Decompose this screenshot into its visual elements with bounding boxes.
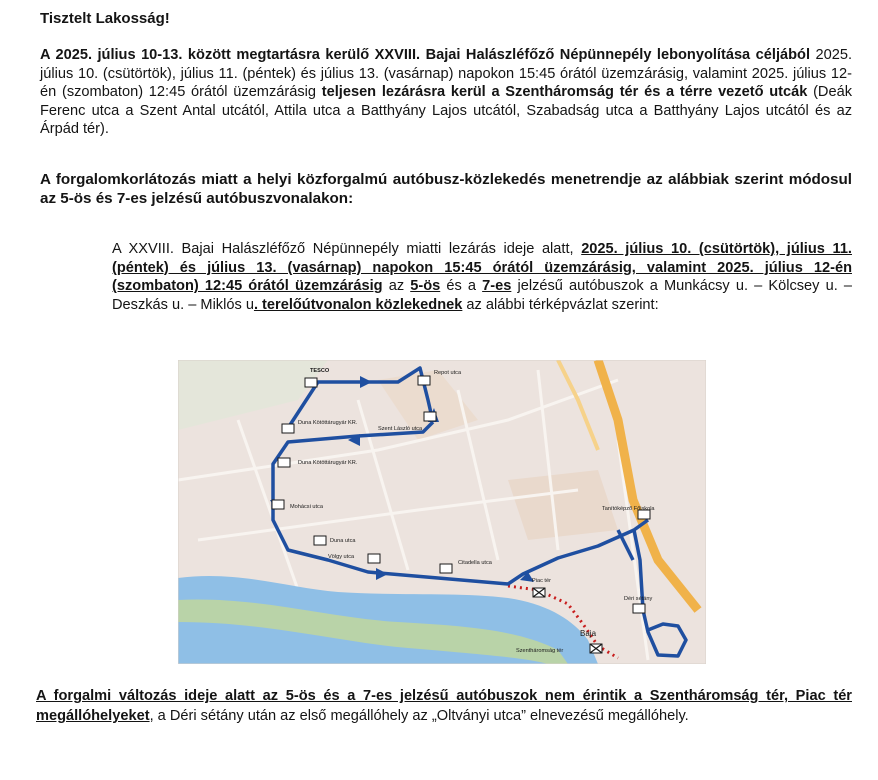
bus-stop-icon (282, 424, 294, 433)
route-map (178, 360, 706, 664)
map-label-mohacsi: Mohácsi utca (290, 504, 323, 510)
bus-stop-icon (278, 458, 290, 467)
map-label-duna-kotott-1: Duna Kötöttárugyár KR. (298, 420, 358, 426)
bus-stop-icon (418, 376, 430, 385)
detour-route-label: . terelőútvonalon közlekednek (253, 296, 463, 313)
map-label-volgy: Völgy utca (328, 554, 355, 560)
map-label-szentharomsag: Szentháromság tér (516, 648, 564, 654)
detour-intro: A XXVIII. Bajai Halászléfőző Népünnepély miatti lezárás ideje alatt, (112, 241, 582, 257)
bus-stop-icon (305, 378, 317, 387)
bus-stop-icon (440, 564, 452, 573)
map-label-tesco: TESCO (310, 368, 330, 374)
bus-stop-icon (368, 554, 380, 563)
map-label-szent-laszlo: Szent László utca (378, 426, 423, 432)
map-label-deri-setany: Déri sétány (624, 596, 653, 602)
detour-streets: jelzésű autóbuszok a Munkácsy u. – Kölcsey u. – Deszkás u. – Miklós u (112, 278, 852, 313)
closure-area: teljesen lezárásra kerül a Szentháromság tér és a térre vezető utcák (321, 84, 808, 101)
map-label-duna-kotott-2: Duna Kötöttárugyár KR. (298, 460, 358, 466)
bus-stop-icon (272, 500, 284, 509)
detour-text-2: és a (440, 278, 483, 295)
map-block-area (508, 470, 618, 540)
stop-change-paragraph (36, 686, 852, 726)
map-label-repot: Repot utca (434, 370, 462, 376)
map-label-baja: Baja (580, 629, 597, 638)
bus-change-heading: A forgalomkorlátozás miatt a helyi közforgalmú autóbusz-közlekedés menetrendje az alábbiak szerint módosul az 5-ös és 7-es jelzésű autóbuszvonalakon: (40, 171, 852, 207)
detour-text-3: az alábbi térképvázlat szerint: (462, 296, 659, 313)
map-label-citadella: Citadella utca (458, 560, 492, 566)
bus-stop-icon (314, 536, 326, 545)
closure-paragraph (40, 46, 852, 139)
greeting: Tisztelt Lakosság! (40, 10, 170, 27)
map-label-piac-ter: Piac tér (532, 578, 551, 584)
event-intro: A 2025. július 10-13. között megtartásra kerülő XXVIII. Bajai Halászléfőző Népünnepély lebonyolítása céljából (40, 47, 810, 63)
bus-stop-icon (633, 604, 645, 613)
detour-text-1: az (382, 278, 411, 295)
skipped-stops: A forgalmi változás ideje alatt az 5-ös és a 7-es jelzésű autóbuszok nem érintik a Szentháromság tér, Piac tér megállóhelyeket (36, 688, 852, 724)
detour-paragraph (112, 240, 852, 314)
line-5-label: 5-ös (410, 278, 441, 295)
next-stop-info: , a Déri sétány után az első megállóhely az „Oltványi utca” elnevezésű megállóhely. (149, 708, 689, 724)
map-label-tanitokepzo: Tanítóképző Főiskola (602, 506, 655, 512)
closure-times: 2025. július 10. (csütörtök), július 11. (péntek) és július 13. (vasárnap) napokon 15:45 órától üzemzárásig, valamint 2025. július 12-én (szombaton) 12:45 órától üzemzárásig (40, 47, 852, 101)
map-label-duna-utca: Duna utca (330, 538, 356, 544)
closed-streets: (Deák Ferenc utca a Szent Antal utcától, Attila utca a Batthyány Lajos utcától, Szabadság utca a Batthyány Lajos utcától és az Árpád tér). (40, 84, 853, 138)
bus-stop-icon (424, 412, 436, 421)
line-7-label: 7-es (482, 278, 512, 295)
detour-times: 2025. július 10. (csütörtök), július 11. (péntek) és július 13. (vasárnap) napokon 15:45 órától üzemzárásig, valamint 2025. július 12-én (szombaton) 12:45 órától üzemzárásig (112, 241, 852, 295)
